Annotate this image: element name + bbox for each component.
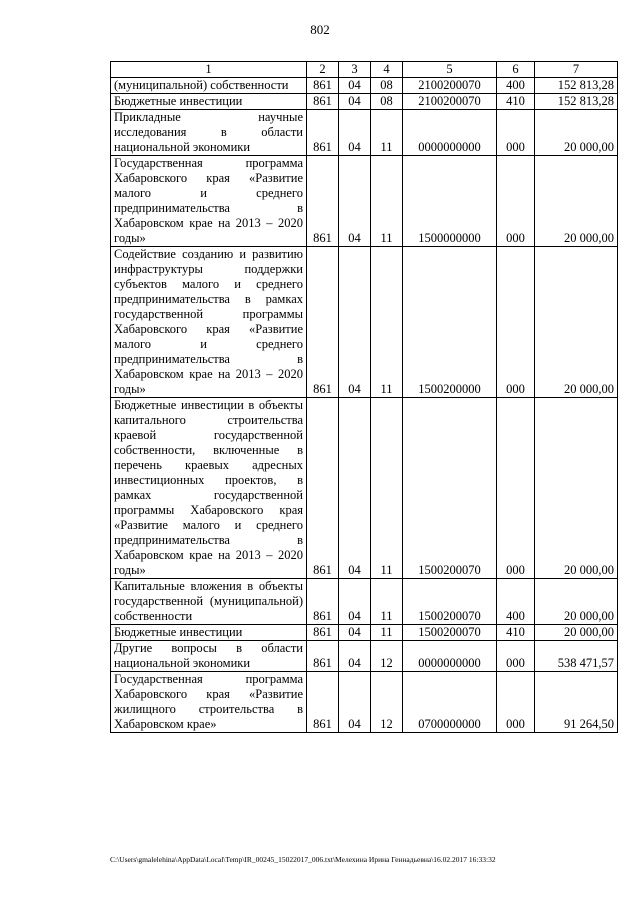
- cell-code-5: 0700000000: [403, 672, 497, 733]
- page-number: 802: [310, 22, 330, 37]
- cell-code-5: 1500000000: [403, 156, 497, 247]
- cell-code-3: 04: [339, 94, 371, 110]
- cell-code-4: 11: [371, 156, 403, 247]
- row-name: Бюджетные инвестиции в объекты капитального строительства краевой государственной собственности, включенные в перечень краевых адресных инвестиционных проектов, в рамках государственной программы Хабаровского края «Развитие малого и среднего предпринимательства в Хабаровском крае на 2013 – 2020 годы»: [111, 398, 307, 579]
- row-name: Прикладные научные исследования в области национальной экономики: [111, 110, 307, 156]
- table-row: [111, 641, 618, 672]
- cell-code-5: 0000000000: [403, 110, 497, 156]
- cell-code-6: 000: [497, 672, 535, 733]
- cell-code-3: 04: [339, 625, 371, 641]
- cell-code-6: 400: [497, 78, 535, 94]
- table-row: [111, 110, 618, 156]
- table-row: [111, 672, 618, 733]
- cell-code-2: 861: [307, 94, 339, 110]
- cell-code-2: 861: [307, 110, 339, 156]
- row-name: Бюджетные инвестиции: [111, 625, 307, 641]
- cell-code-5: 2100200070: [403, 78, 497, 94]
- budget-table: [110, 61, 618, 733]
- column-header: 4: [371, 62, 403, 78]
- cell-code-2: 861: [307, 156, 339, 247]
- cell-code-2: 861: [307, 672, 339, 733]
- cell-code-4: 11: [371, 398, 403, 579]
- row-name: Капитальные вложения в объекты государственной (муниципальной) собственности: [111, 579, 307, 625]
- column-header: 7: [535, 62, 618, 78]
- cell-amount: 20 000,00: [535, 247, 618, 398]
- row-name: (муниципальной) собственности: [111, 78, 307, 94]
- cell-code-5: 1500200070: [403, 398, 497, 579]
- column-header: 2: [307, 62, 339, 78]
- cell-code-3: 04: [339, 247, 371, 398]
- table-row: [111, 78, 618, 94]
- cell-code-3: 04: [339, 110, 371, 156]
- cell-code-3: 04: [339, 579, 371, 625]
- cell-code-4: 12: [371, 672, 403, 733]
- cell-amount: 20 000,00: [535, 579, 618, 625]
- row-name: Другие вопросы в области национальной экономики: [111, 641, 307, 672]
- cell-amount: 20 000,00: [535, 110, 618, 156]
- cell-code-6: 000: [497, 398, 535, 579]
- cell-code-4: 11: [371, 110, 403, 156]
- cell-code-2: 861: [307, 641, 339, 672]
- cell-code-6: 000: [497, 247, 535, 398]
- cell-code-3: 04: [339, 156, 371, 247]
- cell-code-5: 1500200070: [403, 625, 497, 641]
- cell-code-2: 861: [307, 398, 339, 579]
- cell-amount: 20 000,00: [535, 398, 618, 579]
- cell-code-4: 11: [371, 625, 403, 641]
- cell-amount: 20 000,00: [535, 156, 618, 247]
- cell-code-3: 04: [339, 672, 371, 733]
- table-row: [111, 247, 618, 398]
- cell-code-6: 410: [497, 94, 535, 110]
- cell-code-6: 000: [497, 110, 535, 156]
- cell-code-4: 11: [371, 247, 403, 398]
- cell-code-2: 861: [307, 579, 339, 625]
- row-name: Бюджетные инвестиции: [111, 94, 307, 110]
- cell-code-2: 861: [307, 247, 339, 398]
- cell-code-6: 000: [497, 641, 535, 672]
- cell-code-3: 04: [339, 641, 371, 672]
- table-row: [111, 398, 618, 579]
- cell-amount: 152 813,28: [535, 78, 618, 94]
- cell-code-6: 400: [497, 579, 535, 625]
- cell-amount: 152 813,28: [535, 94, 618, 110]
- cell-code-5: 1500200000: [403, 247, 497, 398]
- cell-code-3: 04: [339, 78, 371, 94]
- cell-amount: 91 264,50: [535, 672, 618, 733]
- table-row: [111, 579, 618, 625]
- column-header: 3: [339, 62, 371, 78]
- cell-code-6: 410: [497, 625, 535, 641]
- cell-code-3: 04: [339, 398, 371, 579]
- table-header-row: [111, 62, 618, 78]
- row-name: Государственная программа Хабаровского края «Развитие малого и среднего предпринимательства в Хабаровском крае на 2013 – 2020 годы»: [111, 156, 307, 247]
- cell-code-4: 08: [371, 78, 403, 94]
- row-name: Содействие созданию и развитию инфраструктуры поддержки субъектов малого и среднего предпринимательства в рамках государственной программы Хабаровского края «Развитие малого и среднего предпринимательства в Хабаровском крае на 2013 – 2020 годы»: [111, 247, 307, 398]
- cell-code-5: 1500200070: [403, 579, 497, 625]
- cell-code-4: 11: [371, 579, 403, 625]
- table-row: [111, 156, 618, 247]
- cell-code-6: 000: [497, 156, 535, 247]
- table-row: [111, 94, 618, 110]
- column-header: 1: [111, 62, 307, 78]
- cell-code-5: 0000000000: [403, 641, 497, 672]
- cell-code-5: 2100200070: [403, 94, 497, 110]
- cell-amount: 20 000,00: [535, 625, 618, 641]
- cell-amount: 538 471,57: [535, 641, 618, 672]
- column-header: 5: [403, 62, 497, 78]
- cell-code-2: 861: [307, 78, 339, 94]
- file-path-footer: C:\Users\gmalelehina\AppData\Local\Temp\IR_00245_15022017_006.txt\Мелехина Ирина Геннадьевна\16.02.2017 16:33:32: [110, 855, 496, 864]
- table-row: [111, 625, 618, 641]
- cell-code-2: 861: [307, 625, 339, 641]
- cell-code-4: 12: [371, 641, 403, 672]
- column-header: 6: [497, 62, 535, 78]
- cell-code-4: 08: [371, 94, 403, 110]
- row-name: Государственная программа Хабаровского края «Развитие жилищного строительства в Хабаровском крае»: [111, 672, 307, 733]
